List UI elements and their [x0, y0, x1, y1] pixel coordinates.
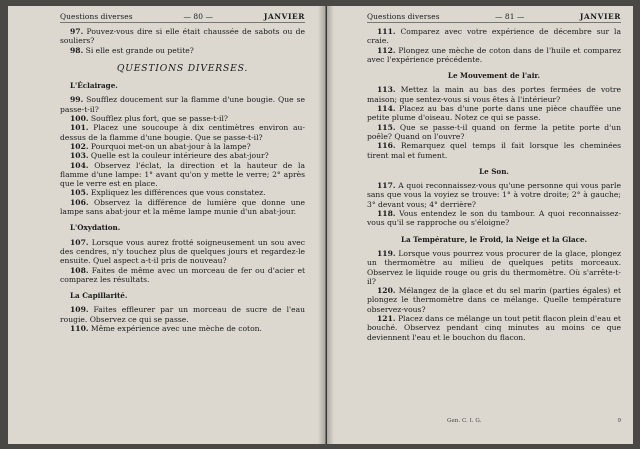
question-number: 116. — [377, 141, 396, 151]
question-number: 120. — [377, 286, 396, 296]
question-number: 111. — [377, 27, 396, 36]
question-number: 108. — [70, 265, 89, 275]
question-number: 121. — [377, 314, 396, 324]
right-page-number: — 81 — — [494, 12, 525, 21]
question-text: Pourquoi met-on un abat-jour à la lampe? — [90, 141, 251, 151]
question-number: 99. — [70, 95, 84, 105]
question-number: 102. — [70, 141, 89, 151]
section-title: QUESTIONS DIVERSES. — [116, 62, 249, 74]
question-text: Lorsque vous pourrez vous procurer de la glace, plongez un thermomètre au milieu de quelques petits morceaux. Observez le liquide rouge ou gris du thermomètre. Où s'arrête-t-il? — [367, 248, 621, 286]
subsection-heading: Le Mouvement de l'air. — [447, 71, 541, 81]
question-number: 101. — [70, 123, 89, 133]
question-item — [367, 249, 621, 286]
question-number: 100. — [70, 114, 89, 124]
right-running-header — [367, 12, 621, 23]
question-item — [60, 188, 305, 197]
question-item — [60, 305, 305, 324]
right-page-footer — [367, 418, 621, 424]
question-item — [367, 314, 621, 342]
question-text: Pouvez-vous dire si elle était chaussée de sabots ou de souliers? — [60, 27, 305, 46]
question-number: 119. — [377, 248, 396, 258]
question-number: 103. — [70, 151, 89, 161]
question-item — [367, 286, 621, 314]
question-text: Vous entendez le son du tambour. A quoi reconnaissez-vous qu'il se rapproche ou s'éloigne? — [367, 209, 621, 228]
right-header-title: Questions diverses — [367, 12, 440, 21]
question-number: 107. — [70, 237, 89, 247]
question-item — [367, 181, 621, 209]
question-number: 114. — [377, 104, 396, 114]
printer-signature: Gen. C. I. G. — [447, 418, 482, 424]
right-header-month: JANVIER — [579, 12, 621, 21]
question-text: Observez l'éclat, la direction et la hauteur de la flamme d'une lampe: 1° avant qu'on y mette le verre; 2° après que le verre est en place. — [60, 160, 305, 189]
question-number: 113. — [377, 85, 396, 95]
question-text: Lorsque vous aurez frotté soigneusement un sou avec des cendres, n'y touchez plus de quelques jours et regardez-le ensuite. Quel aspect a-t-il pris de nouveau? — [60, 237, 305, 266]
question-number: 109. — [70, 305, 89, 315]
left-header-month: JANVIER — [263, 12, 305, 21]
question-item — [60, 238, 305, 266]
subsection-heading: Le Son. — [479, 166, 509, 176]
left-page-number: — 80 — — [183, 12, 213, 21]
book-gutter — [318, 6, 334, 444]
question-text: Mettez la main au bas des portes fermées de votre maison; que sentez-vous si vous êtes à l'intérieur? — [367, 85, 622, 104]
right-page-body — [367, 27, 621, 342]
left-running-header — [60, 12, 305, 23]
question-number: 118. — [377, 209, 396, 219]
question-item — [60, 27, 305, 46]
question-item — [367, 104, 621, 123]
question-number: 97. — [70, 27, 84, 36]
question-number: 104. — [70, 160, 89, 170]
question-number: 98. — [70, 45, 84, 55]
question-text: A quoi reconnaissez-vous qu'une personne qui vous parle sans que vous la voyiez se trouve: 1° à votre droite; 2° à gauche; 3° devant vous; 4° derrière? — [367, 181, 621, 209]
question-number: 105. — [70, 188, 89, 198]
sheet-number: 9 — [617, 418, 621, 424]
question-text: Soufflez doucement sur la flamme d'une bougie. Que se passe-t-il? — [60, 95, 306, 114]
question-number: 106. — [70, 197, 89, 207]
left-header-title: Questions diverses — [60, 12, 133, 21]
subsection-heading: La Température, le Froid, la Neige et la Glace. — [400, 234, 588, 244]
question-text: Que se passe-t-il quand on ferme la petite porte d'un poêle? Quand on l'ouvre? — [367, 122, 621, 141]
question-text: Comparez avec votre expérience de décembre sur la craie. — [367, 27, 621, 46]
question-item — [60, 161, 305, 189]
question-text: Si elle est grande ou petite? — [85, 45, 194, 55]
question-text: Observez la différence de lumière que donne une lampe sans abat-jour et la même lampe munie d'un abat-jour. — [60, 197, 305, 217]
subsection-heading: L'Oxydation. — [70, 223, 121, 233]
left-page-body — [60, 27, 305, 333]
question-text: Soufflez plus fort, que se passe-t-il? — [90, 114, 228, 124]
subsection-heading: La Capillarité. — [70, 291, 128, 301]
question-number: 117. — [377, 181, 396, 191]
question-item — [60, 95, 305, 114]
question-item — [367, 46, 621, 65]
question-text: Mélangez de la glace et du sel marin (parties égales) et plongez le thermomètre dans ce mélange. Quelle température observez-vous? — [367, 286, 622, 314]
question-text: Faites effleurer par un morceau de sucre de l'eau rougie. Observez ce qui se passe. — [60, 305, 305, 324]
question-item — [367, 27, 621, 46]
question-item — [60, 266, 305, 285]
question-item — [60, 198, 305, 217]
left-page — [8, 6, 326, 444]
question-number: 112. — [377, 45, 396, 55]
question-text: Expliquez les différences que vous constatez. — [90, 188, 266, 198]
question-item — [60, 123, 305, 142]
question-item — [367, 141, 621, 160]
question-text: Quelle est la couleur intérieure des abat-jour? — [90, 151, 269, 161]
right-page — [327, 6, 633, 444]
question-item — [60, 151, 305, 160]
question-item — [60, 142, 305, 151]
question-text: Placez au bas d'une porte dans une pièce chauffée une petite plume d'oiseau. Notez ce qui se passe. — [367, 104, 621, 123]
question-number: 115. — [377, 122, 396, 132]
question-text: Placez une soucoupe à dix centimètres environ au-dessus de la flamme d'une bougie. Que se passe-t-il? — [60, 123, 305, 142]
question-text: Placez dans ce mélange un tout petit flacon plein d'eau et bouché. Observez pendant cinq minutes au moins ce que deviennent l'eau et le bouchon du flacon. — [367, 314, 621, 342]
question-item — [367, 85, 621, 104]
question-item — [60, 114, 305, 123]
question-text: Remarquez quel temps il fait lorsque les cheminées tirent mal et fument. — [367, 141, 621, 160]
question-item — [367, 123, 621, 142]
question-item — [60, 324, 305, 333]
question-text: Faites de même avec un morceau de fer ou d'acier et comparez les résultats. — [60, 265, 306, 284]
question-number: 110. — [70, 324, 89, 334]
subsection-heading: L'Éclairage. — [70, 81, 118, 91]
question-text: Plongez une mèche de coton dans de l'huile et comparez avec l'expérience précédente. — [367, 45, 621, 64]
question-text: Même expérience avec une mèche de coton. — [90, 324, 262, 334]
question-item — [367, 209, 621, 228]
question-item — [60, 46, 305, 55]
